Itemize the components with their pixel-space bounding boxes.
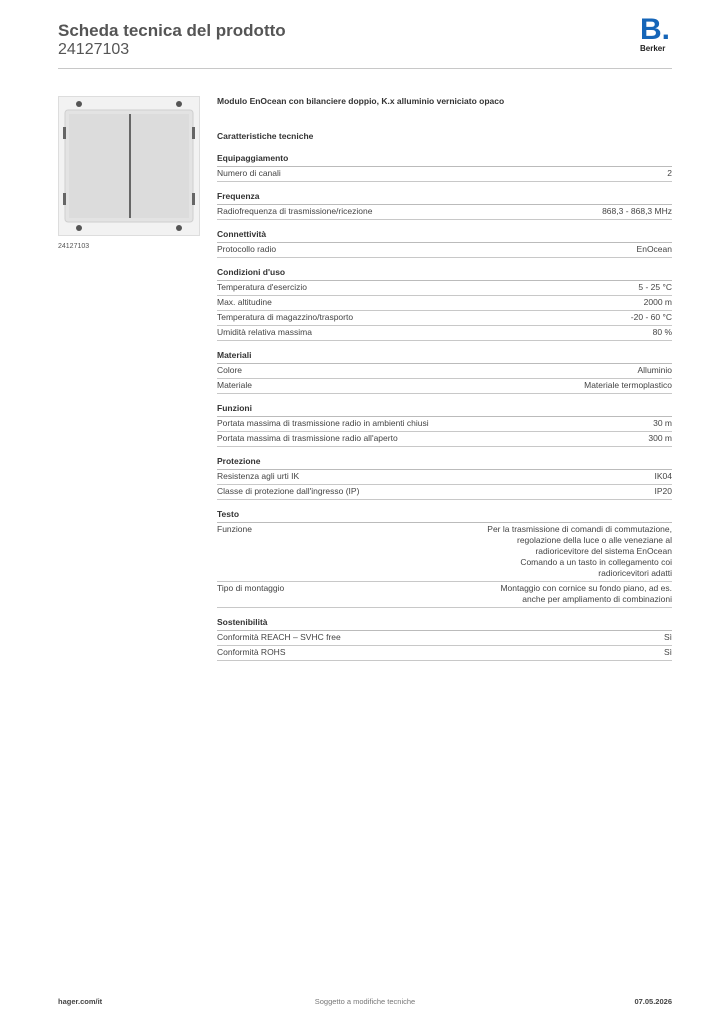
logo-text: Berker <box>640 44 666 53</box>
spec-row <box>217 296 672 311</box>
spec-label: Classe di protezione dall'ingresso (IP) <box>217 486 360 496</box>
spec-value: Sì <box>663 647 672 657</box>
spec-row <box>217 281 672 296</box>
spec-value: Materiale termoplastico <box>584 380 672 390</box>
spec-row <box>217 326 672 341</box>
berker-logo <box>640 13 674 53</box>
footer-website-link[interactable]: hager.com/it <box>58 997 103 1006</box>
product-image-caption: 24127103 <box>58 243 90 250</box>
section-title: Sostenibilità <box>217 617 672 631</box>
section-protezione <box>217 456 672 500</box>
page-header <box>58 22 286 60</box>
section-title: Condizioni d'uso <box>217 267 672 281</box>
section-title: Connettività <box>217 229 672 243</box>
spec-row <box>217 417 672 432</box>
spec-label: Temperatura di magazzino/trasporto <box>217 312 354 322</box>
spec-value: 30 m <box>653 418 672 428</box>
spec-label: Conformità ROHS <box>217 647 286 657</box>
section-funzioni <box>217 403 672 447</box>
spec-row <box>217 364 672 379</box>
section-title: Funzioni <box>217 403 672 417</box>
spec-label: Portata massima di trasmissione radio in ambienti chiusi <box>217 418 429 428</box>
spec-value: 80 % <box>652 327 672 337</box>
footer-date: 07.05.2026 <box>634 997 672 1006</box>
section-connettivita <box>217 229 672 258</box>
spec-label: Umidità relativa massima <box>217 327 312 337</box>
section-title: Protezione <box>217 456 672 470</box>
spec-label: Max. altitudine <box>217 297 272 307</box>
spec-value: Sì <box>663 632 672 642</box>
spec-value: IK04 <box>654 471 672 481</box>
spec-label: Numero di canali <box>217 168 281 178</box>
spec-label: Radiofrequenza di trasmissione/ricezione <box>217 206 373 216</box>
section-equipaggiamento <box>217 153 672 182</box>
spec-value: EnOcean <box>636 244 672 254</box>
spec-row <box>217 379 672 394</box>
spec-row <box>217 470 672 485</box>
spec-row <box>217 311 672 326</box>
logo-mark: B. <box>640 13 670 46</box>
section-title: Materiali <box>217 350 672 364</box>
section-testo <box>217 509 672 608</box>
product-number: 24127103 <box>58 41 130 58</box>
spec-label: Resistenza agli urti IK <box>217 471 300 481</box>
spec-row <box>217 167 672 182</box>
spec-row <box>217 485 672 500</box>
spec-row <box>217 523 672 582</box>
spec-value: Montaggio con cornice su fondo piano, ad es. anche per ampliamento di combinazioni <box>500 583 672 604</box>
spec-value: 300 m <box>648 433 672 443</box>
spec-value: 5 - 25 °C <box>638 282 672 292</box>
section-title: Testo <box>217 509 672 523</box>
spec-label: Conformità REACH – SVHC free <box>217 632 341 642</box>
section-sostenibilita <box>217 617 672 661</box>
section-title: Frequenza <box>217 191 672 205</box>
spec-value: Per la trasmissione di comandi di commutazione, regolazione della luce o alle veneziane al radioricevitore del sistema EnOcean Comando a un tasto in collegamento coi radioricevitori adatti <box>487 524 672 578</box>
spec-label: Tipo di montaggio <box>217 583 285 593</box>
double-rocker-switch-icon <box>59 97 199 235</box>
footer-note: Soggetto a modifiche tecniche <box>314 997 416 1006</box>
product-image <box>58 96 200 236</box>
spec-value: 2 <box>667 168 672 178</box>
spec-label: Temperatura d'esercizio <box>217 282 307 292</box>
spec-value: Alluminio <box>637 365 672 375</box>
spec-row <box>217 582 672 608</box>
spec-row <box>217 646 672 661</box>
spec-label: Colore <box>217 365 243 375</box>
spec-label: Funzione <box>217 524 252 534</box>
spec-row <box>217 432 672 447</box>
spec-content <box>217 95 672 661</box>
section-condizioni-uso <box>217 267 672 341</box>
section-frequenza <box>217 191 672 220</box>
spec-label: Portata massima di trasmissione radio all'aperto <box>217 433 398 443</box>
spec-value: 2000 m <box>643 297 672 307</box>
header-divider <box>58 68 672 69</box>
page-title: Scheda tecnica del prodotto <box>58 21 286 40</box>
spec-row <box>217 205 672 220</box>
spec-value: 868,3 - 868,3 MHz <box>602 206 672 216</box>
section-title: Equipaggiamento <box>217 153 672 167</box>
section-materiali <box>217 350 672 394</box>
spec-label: Materiale <box>217 380 252 390</box>
spec-row <box>217 243 672 258</box>
product-description: Modulo EnOcean con bilanciere doppio, K.x alluminio verniciato opaco <box>217 96 505 106</box>
spec-value: IP20 <box>654 486 672 496</box>
tech-specs-title: Caratteristiche tecniche <box>217 131 314 141</box>
spec-row <box>217 631 672 646</box>
spec-value: -20 - 60 °C <box>630 312 672 322</box>
spec-label: Protocollo radio <box>217 244 277 254</box>
